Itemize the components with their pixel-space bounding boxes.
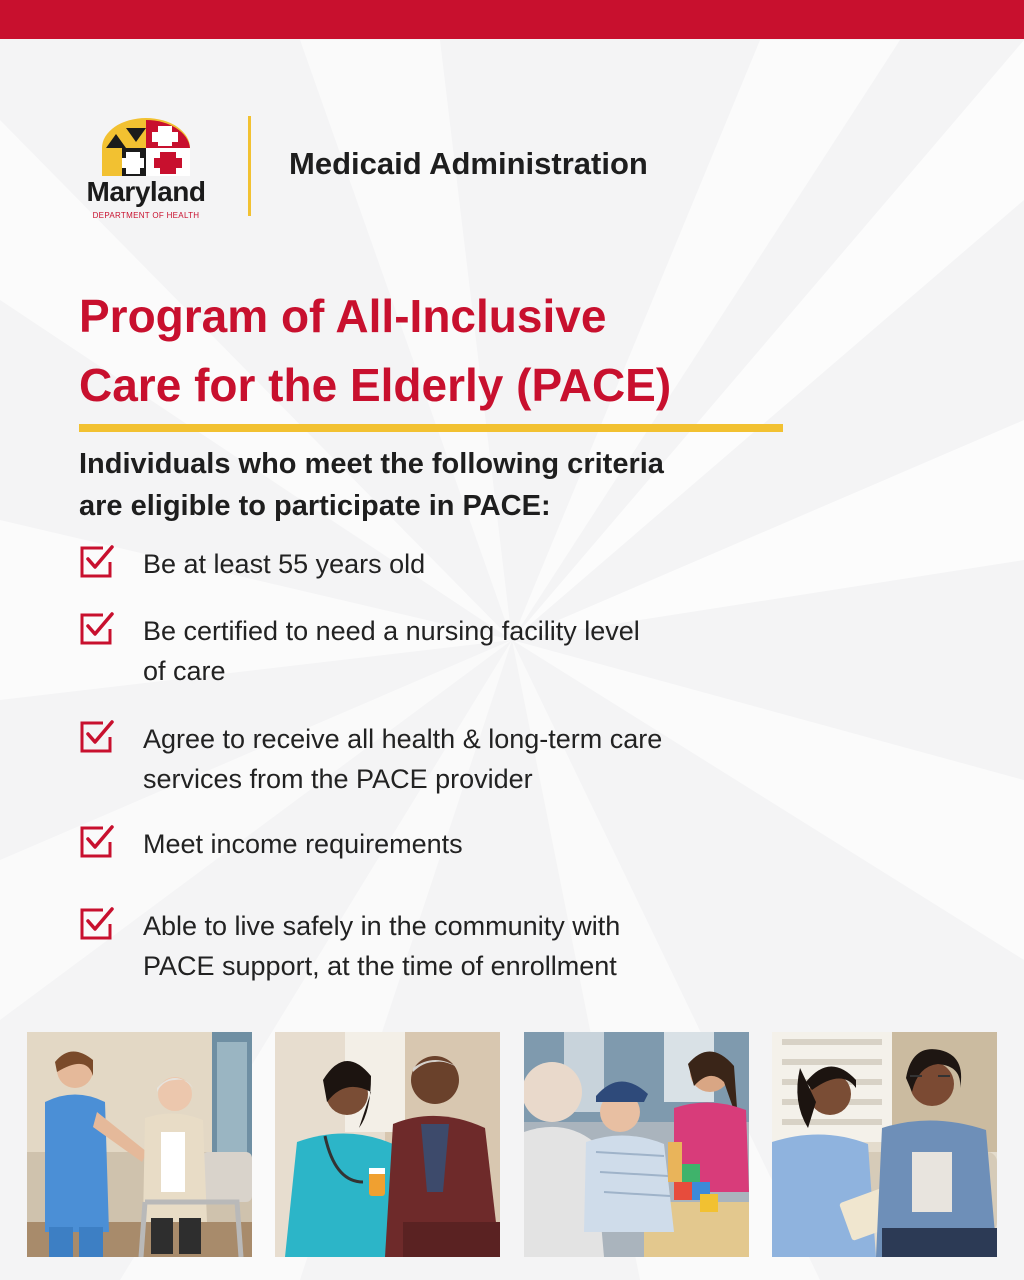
criterion-text: Be certified to need a nursing facility level of care bbox=[143, 616, 640, 686]
nurse-with-man-and-pill-bottle-photo bbox=[275, 1032, 500, 1257]
checkbox-checked-icon bbox=[78, 544, 114, 580]
criterion-text: Meet income requirements bbox=[143, 829, 463, 859]
logo-wordmark: Maryland bbox=[86, 176, 206, 207]
nurse-helping-woman-with-walker-photo bbox=[27, 1032, 252, 1257]
title-underline bbox=[79, 424, 783, 432]
criterion-text: Agree to receive all health & long-term care services from the PACE provider bbox=[143, 724, 663, 794]
logo-subtitle: DEPARTMENT OF HEALTH bbox=[92, 211, 200, 220]
checkbox-checked-icon bbox=[78, 611, 114, 647]
maryland-flag-icon bbox=[102, 118, 190, 176]
checkbox-checked-icon bbox=[78, 719, 114, 755]
checkbox-checked-icon bbox=[78, 824, 114, 860]
organization-name: Medicaid Administration bbox=[289, 146, 648, 181]
header-divider bbox=[248, 116, 251, 216]
criterion-text: Able to live safely in the community with PACE support, at the time of enrollment bbox=[143, 911, 621, 981]
eligibility-intro: Individuals who meet the following criteria are eligible to participate in PACE: bbox=[79, 448, 664, 522]
page-title: Program of All-Inclusive Care for the Elderly (PACE) bbox=[79, 290, 672, 411]
caregiver-with-woman-clipboard-photo bbox=[772, 1032, 997, 1257]
criterion-text: Be at least 55 years old bbox=[143, 549, 426, 579]
seniors-playing-with-blocks-photo bbox=[524, 1032, 749, 1257]
checkbox-checked-icon bbox=[78, 906, 114, 942]
maryland-department-of-health-logo bbox=[76, 118, 216, 224]
top-accent-bar bbox=[0, 0, 1024, 39]
